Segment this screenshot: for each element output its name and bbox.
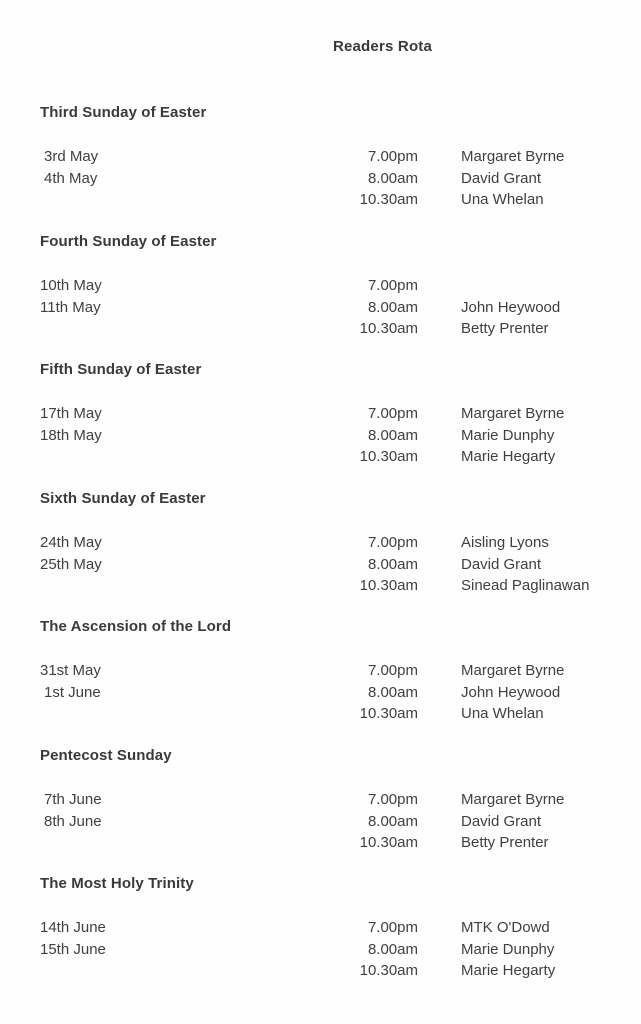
row-time: 7.00pm [367, 662, 418, 679]
rota-row [0, 919, 641, 940]
section-heading: Third Sunday of Easter [40, 104, 207, 121]
row-date: 1st June [44, 684, 101, 701]
row-reader: David Grant [461, 813, 542, 830]
row-reader: John Heywood [461, 684, 561, 701]
row-time: 7.00pm [367, 534, 418, 551]
row-time: 7.00pm [367, 791, 418, 808]
row-date: 7th June [44, 791, 102, 808]
section-heading: The Ascension of the Lord [40, 618, 232, 635]
row-date: 3rd May [44, 148, 99, 165]
rota-row [0, 170, 641, 191]
rota-row [0, 684, 641, 705]
rota-row [0, 577, 641, 598]
row-reader: John Heywood [461, 299, 561, 316]
row-reader: Margaret Byrne [461, 662, 565, 679]
rota-section-ascension [0, 618, 641, 730]
row-time: 10.30am [359, 320, 418, 337]
row-date: 4th May [44, 170, 98, 187]
rota-row [0, 662, 641, 683]
rota-row [0, 791, 641, 812]
rota-row [0, 962, 641, 983]
rota-row [0, 941, 641, 962]
row-time: 10.30am [359, 705, 418, 722]
row-date: 25th May [40, 556, 102, 573]
row-time: 8.00am [367, 170, 418, 187]
section-heading: Fourth Sunday of Easter [40, 233, 217, 250]
row-time: 10.30am [359, 448, 418, 465]
rota-row [0, 705, 641, 726]
rota-row [0, 277, 641, 298]
rota-row [0, 299, 641, 320]
row-reader: Marie Hegarty [461, 448, 556, 465]
rota-row [0, 191, 641, 212]
row-time: 10.30am [359, 577, 418, 594]
row-reader: MTK O'Dowd [461, 919, 550, 936]
row-reader: Marie Hegarty [461, 962, 556, 979]
rota-section-holy-trinity [0, 875, 641, 987]
row-time: 8.00am [367, 813, 418, 830]
row-date: 17th May [40, 405, 102, 422]
row-date: 10th May [40, 277, 102, 294]
row-time: 8.00am [367, 941, 418, 958]
row-date: 11th May [40, 299, 101, 316]
rota-section-fourth-sunday [0, 233, 641, 345]
rota-row [0, 534, 641, 555]
row-date: 24th May [40, 534, 102, 551]
section-heading: Sixth Sunday of Easter [40, 490, 206, 507]
row-reader: Sinead Paglinawan [461, 577, 590, 594]
rota-row [0, 320, 641, 341]
rota-row [0, 148, 641, 169]
row-time: 7.00pm [367, 919, 418, 936]
row-reader: Margaret Byrne [461, 148, 565, 165]
rota-section-pentecost [0, 747, 641, 859]
rota-row [0, 405, 641, 426]
row-time: 7.00pm [367, 405, 418, 422]
row-time: 10.30am [359, 191, 418, 208]
row-reader: David Grant [461, 170, 542, 187]
row-date: 18th May [40, 427, 102, 444]
section-heading: Fifth Sunday of Easter [40, 361, 202, 378]
row-time: 8.00am [367, 684, 418, 701]
rota-section-sixth-sunday [0, 490, 641, 602]
row-reader: Marie Dunphy [461, 941, 555, 958]
row-time: 8.00am [367, 427, 418, 444]
row-reader: Margaret Byrne [461, 791, 565, 808]
row-date: 14th June [40, 919, 106, 936]
row-reader: Betty Prenter [461, 320, 549, 337]
row-reader: Una Whelan [461, 705, 544, 722]
row-reader: Marie Dunphy [461, 427, 555, 444]
row-time: 10.30am [359, 962, 418, 979]
rota-section-fifth-sunday [0, 361, 641, 473]
section-heading: Pentecost Sunday [40, 747, 172, 764]
row-time: 10.30am [359, 834, 418, 851]
row-reader: Margaret Byrne [461, 405, 565, 422]
rota-row [0, 556, 641, 577]
row-reader: Aisling Lyons [461, 534, 549, 551]
row-date: 8th June [44, 813, 102, 830]
rota-row [0, 813, 641, 834]
row-reader: Una Whelan [461, 191, 544, 208]
row-time: 8.00am [367, 556, 418, 573]
rota-section-third-sunday [0, 104, 641, 216]
rota-row [0, 834, 641, 855]
row-date: 15th June [40, 941, 106, 958]
row-time: 7.00pm [367, 148, 418, 165]
row-date: 31st May [40, 662, 101, 679]
page-title: Readers Rota [332, 38, 433, 55]
row-reader: David Grant [461, 556, 542, 573]
row-time: 8.00am [367, 299, 418, 316]
row-time: 7.00pm [367, 277, 418, 294]
rota-row [0, 427, 641, 448]
section-heading: The Most Holy Trinity [40, 875, 194, 892]
row-reader: Betty Prenter [461, 834, 549, 851]
rota-row [0, 448, 641, 469]
